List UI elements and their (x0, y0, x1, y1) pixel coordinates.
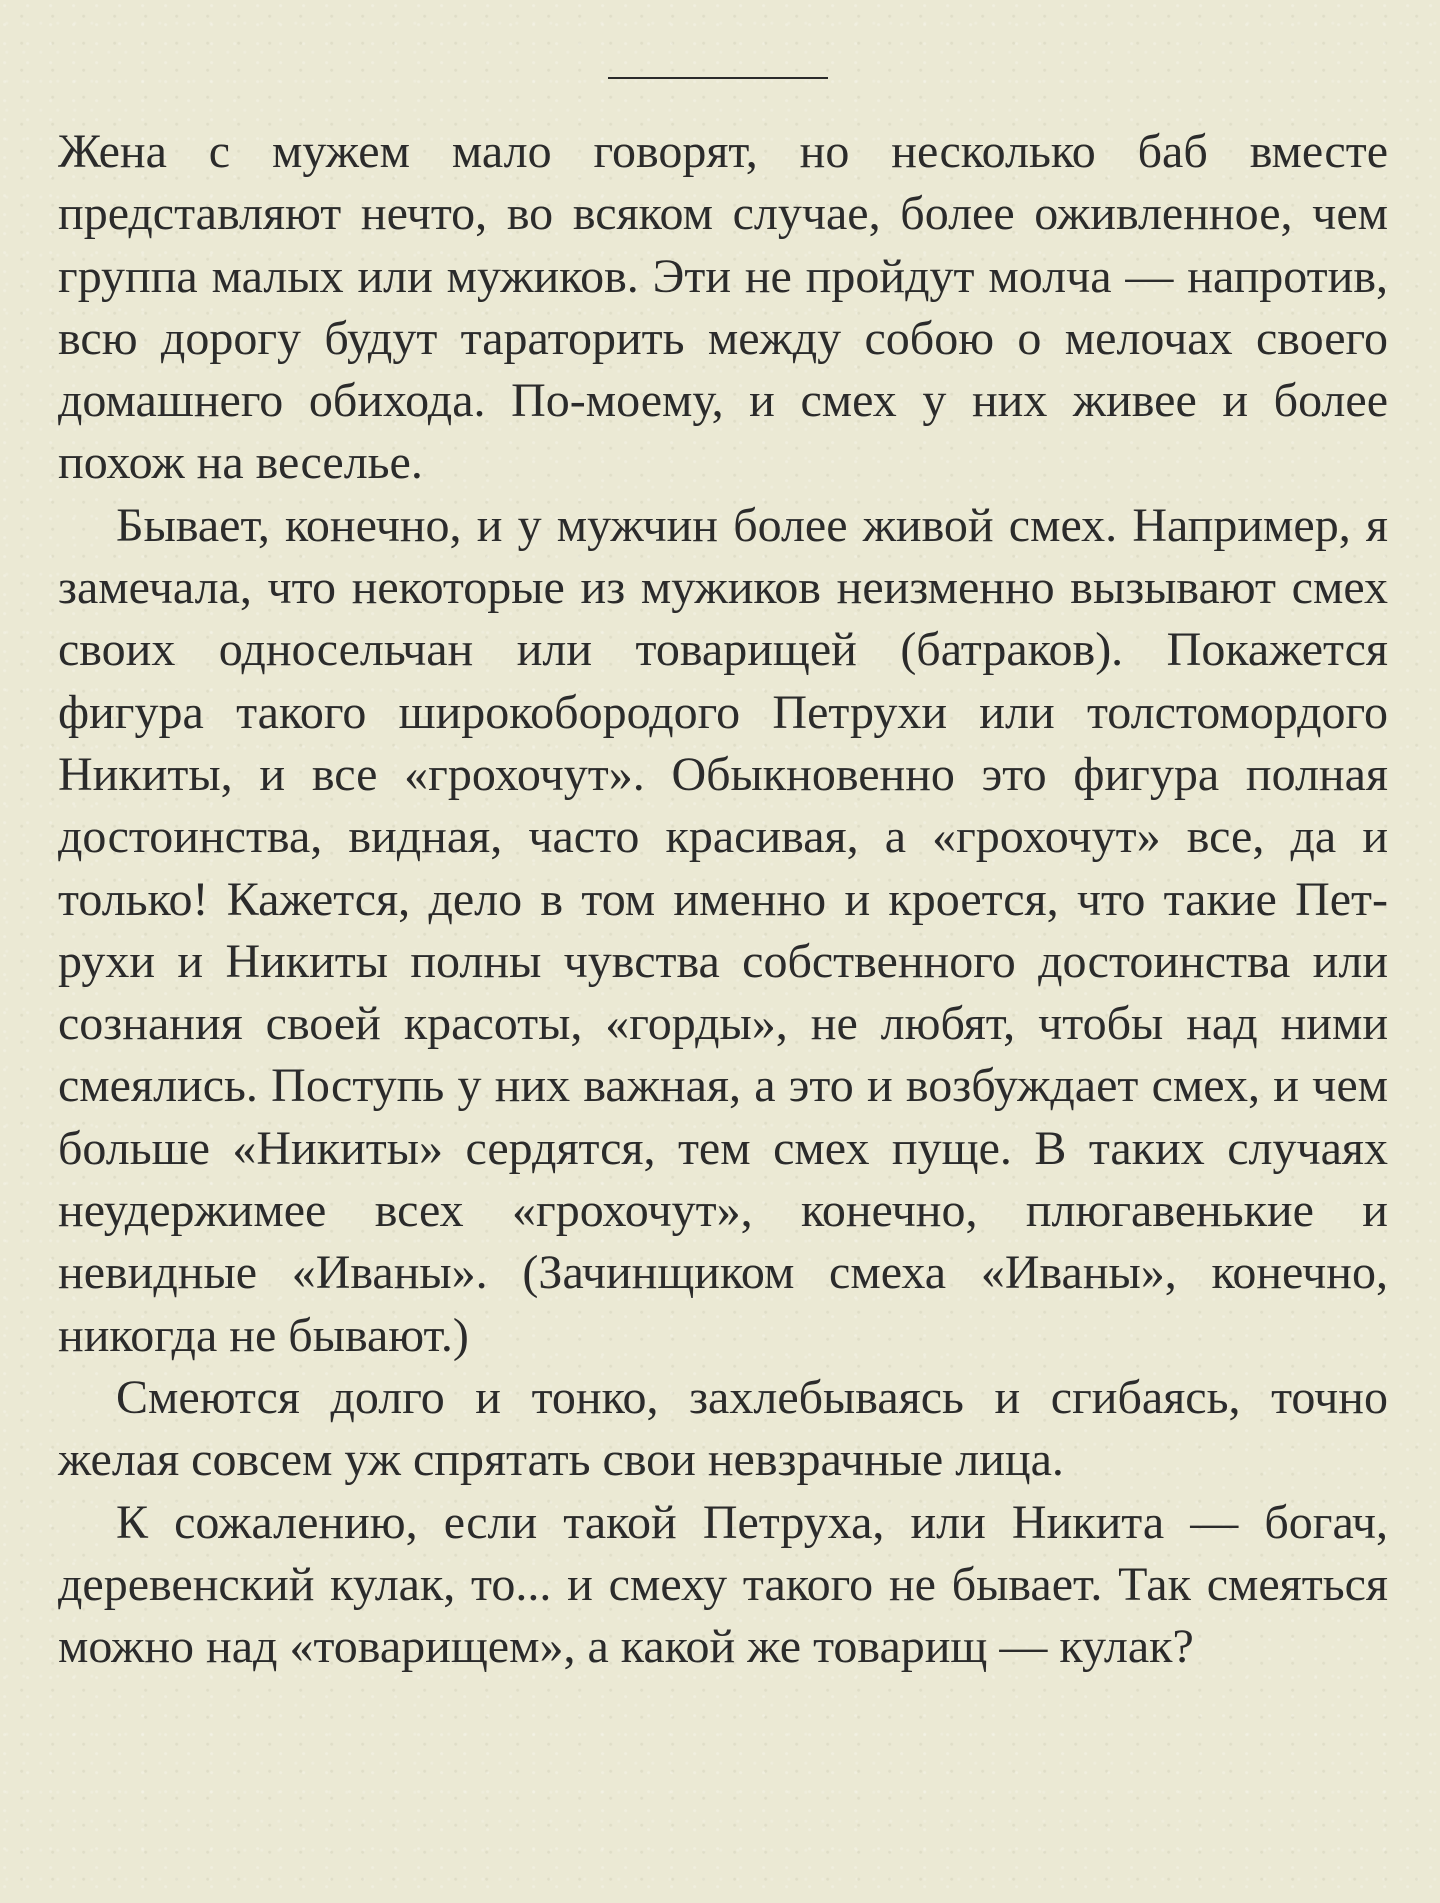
section-divider (608, 77, 828, 79)
paragraph-1: Жена с мужем мало говорят, но несколько баб вместе представляют нечто, во всяком случае, более оживленное, чем группа малых или мужиков. Эти не пройдут молча — напротив, всю дорогу будут тараторить между собою о мелочах своего домашнего обихода. По-моему, и смех у них живее и более похож на веселье. (58, 125, 1388, 490)
body-text (58, 121, 1388, 1678)
paragraph-4: К сожалению, если такой Петруха, или Никита — богач, деревенский кулак, то... и смеху такого не бывает. Так смеяться можно над «товарищем», а какой же товарищ — кулак? (58, 1495, 1388, 1674)
paragraph-3: Смеются долго и тонко, захлебываясь и сгибаясь, точно желая совсем уж спрятать свои невзрачные лица. (58, 1370, 1388, 1487)
paragraph-2: Бывает, конечно, и у мужчин более живой смех. Например, я замечала, что некоторые из мужиков неизменно вызывают смех своих односельчан или товарищей (батраков). Покажется фигура такого широкобородого Петрухи или толстомордого Никиты, и все «грохочут». Обыкновенно это фигура полная достоинства, видная, часто красивая, а «грохочут» все, да и только! Кажется, дело в том именно и кроется, что такие Петрухи и Никиты полны чувства собственного достоинства или сознания своей красоты, «горды», не любят, чтобы над ними смеялись. Поступь у них важная, а это и возбуждает смех, и чем больше «Никиты» сердятся, тем смех пуще. В таких случаях неудержимее всех «грохочут», конечно, плюгавенькие и невидные «Иваны». (Зачинщиком смеха «Иваны», конечно, никогда не бывают.) (58, 498, 1388, 1362)
